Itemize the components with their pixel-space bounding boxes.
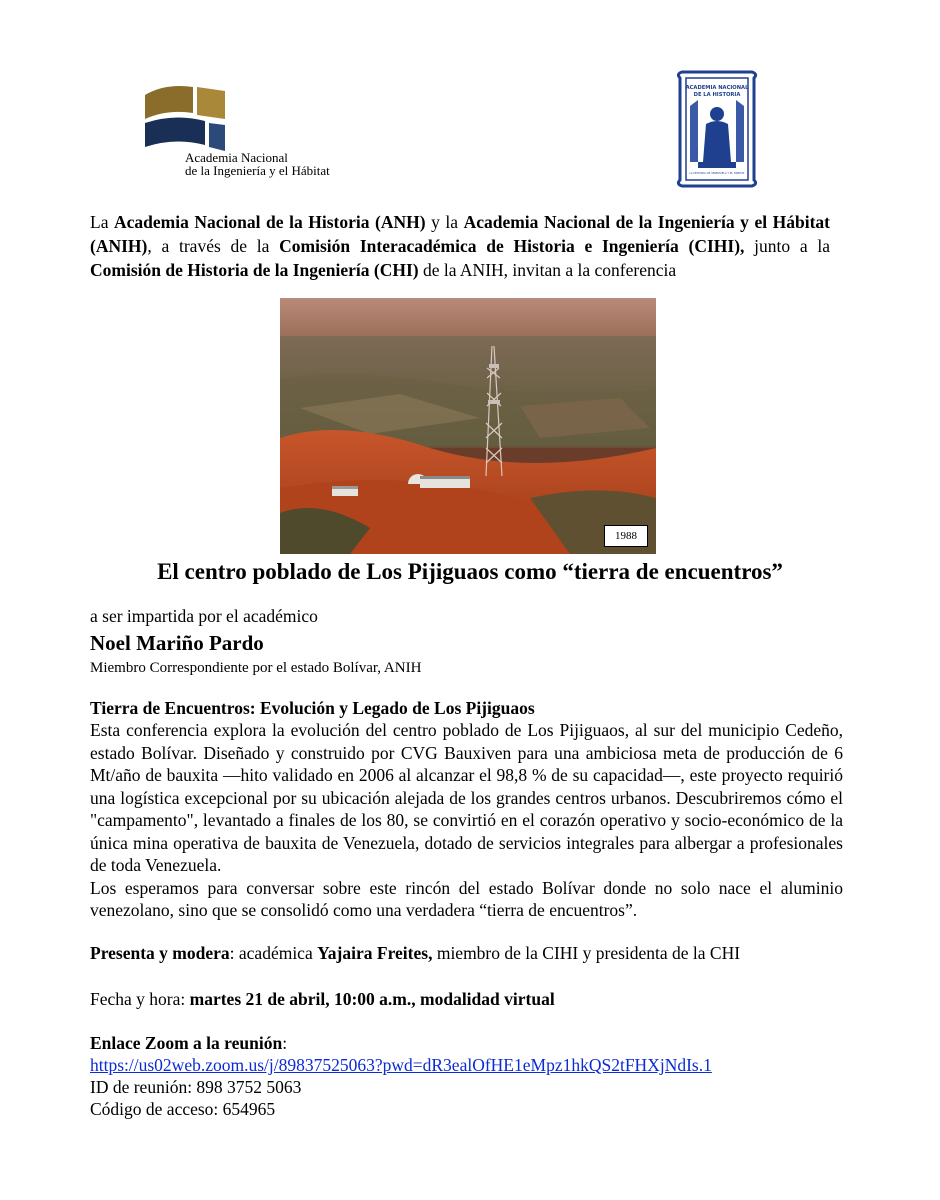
conference-title: El centro poblado de Los Pijiguaos como “tierra de encuentros” bbox=[157, 559, 783, 584]
anih-logo bbox=[145, 85, 345, 180]
moderator-text-1: : académica bbox=[229, 943, 318, 963]
schedule-value: martes 21 de abril, 10:00 a.m., modalidad virtual bbox=[189, 989, 555, 1009]
intro-org-chi: Comisión de Historia de la Ingeniería (CHI) bbox=[90, 260, 419, 280]
moderator-line bbox=[90, 942, 740, 964]
intro-text-5: de la ANIH, invitan a la conferencia bbox=[418, 260, 677, 280]
anh-logo-footer: LA HISTORIA DE VENEZUELA Y EL HÁBITAT bbox=[689, 172, 745, 175]
intro-text-1: La bbox=[90, 212, 114, 232]
anh-seal-icon bbox=[676, 70, 758, 188]
intro-paragraph bbox=[90, 210, 830, 282]
zoom-link[interactable]: https://us02web.zoom.us/j/89837525063?pwd=dR3ealOfHE1eMpz1hkQS2tFHXjNdIs.1 bbox=[90, 1055, 712, 1075]
intro-org-cihi: Comisión Interacadémica de Historia e Ingeniería (CIHI), bbox=[279, 236, 745, 256]
zoom-label: Enlace Zoom a la reunión bbox=[90, 1033, 283, 1053]
schedule-line bbox=[90, 988, 555, 1010]
intro-org-anih: Academia Nacional de la Ingeniería y el Hábitat (ANIH) bbox=[90, 212, 830, 256]
anih-logo-line1: Academia Nacional bbox=[185, 150, 288, 165]
abstract-body bbox=[90, 719, 843, 922]
photo-year-label: 1988 bbox=[604, 525, 648, 547]
meeting-id: ID de reunión: 898 3752 5063 bbox=[90, 1077, 302, 1097]
intro-org-anh: Academia Nacional de la Historia (ANH) bbox=[114, 212, 426, 232]
moderator-name: Yajaira Freites, bbox=[317, 943, 433, 963]
moderator-text-2: miembro de la CIHI y presidenta de la CHI bbox=[432, 943, 741, 963]
moderator-label: Presenta y modera bbox=[90, 943, 230, 963]
zoom-heading bbox=[90, 1032, 287, 1054]
anh-logo bbox=[676, 70, 758, 188]
anh-logo-line2: DE LA HISTORIA bbox=[693, 92, 741, 98]
anih-emblem-icon bbox=[145, 85, 235, 155]
intro-text-3: , a través de la bbox=[147, 236, 280, 256]
landscape-photo-icon bbox=[280, 298, 656, 554]
speaker-name: Noel Mariño Pardo bbox=[90, 631, 264, 655]
anih-logo-text bbox=[185, 151, 330, 177]
intro-text-2: y la bbox=[425, 212, 464, 232]
event-photo bbox=[280, 298, 656, 554]
meeting-passcode: Código de acceso: 654965 bbox=[90, 1099, 276, 1119]
speaker-role: Miembro Correspondiente por el estado Bolívar, ANIH bbox=[90, 660, 422, 676]
abstract-paragraph-1: Esta conferencia explora la evolución del centro poblado de Los Pijiguaos, al sur del municipio Cedeño, estado Bolívar. Diseñado y construido por CVG Bauxiven para una ambiciosa meta de producción de 6 Mt/año de bauxita —hito validado en 2006 al alcanzar el 98,8 % de su capacidad—, este proyecto requirió una logística excepcional por su ubicación alejada de los grandes centros urbanos. Descubriremos cómo el "campamento", levantado a finales de los 80, se convirtió en el corazón operativo y socio-económico de la única mina operativa de bauxita de Venezuela, dotado de servicios integrales para albergar a profesionales de toda Venezuela. bbox=[90, 720, 843, 875]
schedule-label: Fecha y hora: bbox=[90, 989, 190, 1009]
abstract-paragraph-2: Los esperamos para conversar sobre este rincón del estado Bolívar donde no solo nace el aluminio venezolano, sino que se consolidó como una verdadera “tierra de encuentros”. bbox=[90, 877, 843, 920]
zoom-colon: : bbox=[282, 1033, 288, 1053]
anih-logo-line2: de la Ingeniería y el Hábitat bbox=[185, 163, 330, 178]
anh-logo-line1: ACADEMIA NACIONAL bbox=[685, 85, 749, 91]
abstract-heading: Tierra de Encuentros: Evolución y Legado de Los Pijiguaos bbox=[90, 698, 535, 718]
intro-text-4: junto a la bbox=[744, 236, 830, 256]
speaker-intro: a ser impartida por el académico bbox=[90, 606, 318, 626]
